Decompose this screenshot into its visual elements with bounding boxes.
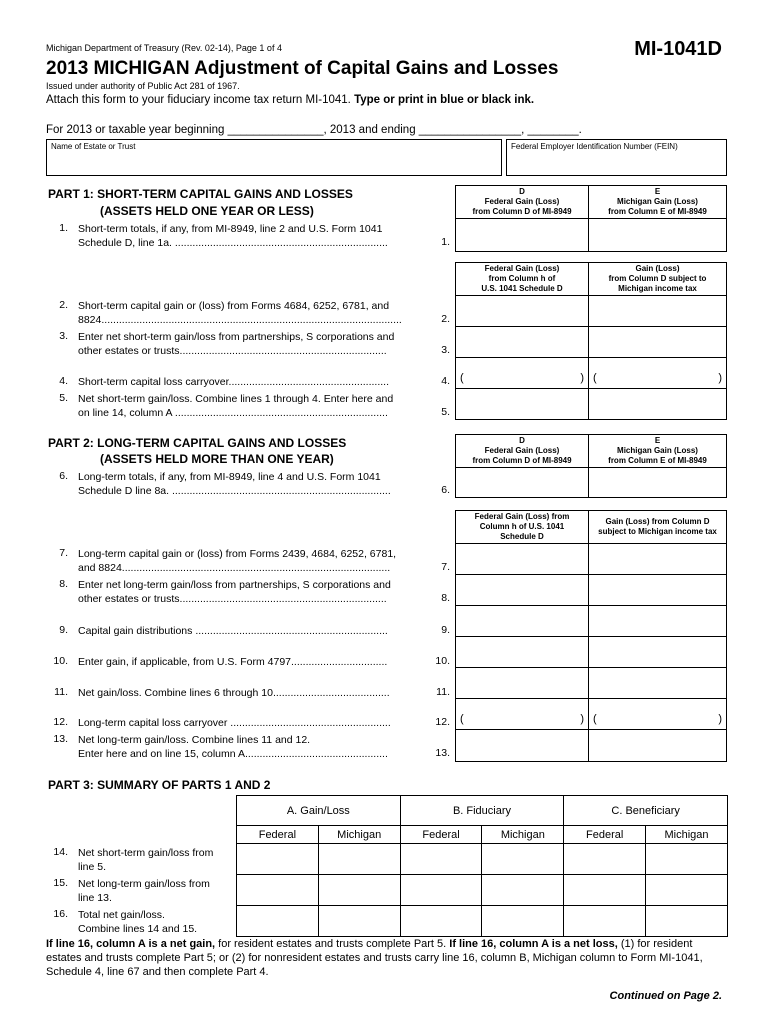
line6-number: 6. xyxy=(59,470,68,482)
line8-federal-input[interactable] xyxy=(455,574,589,606)
subhead-b-michigan: Michigan xyxy=(482,826,564,844)
subhead-a-federal: Federal xyxy=(237,826,319,844)
line1-text: Short-term totals, if any, from MI-8949, line 2 and U.S. Form 1041 Schedule D, line 1a. ......................................................................... xyxy=(78,223,388,249)
attach-bold: Type or print in blue or black ink. xyxy=(354,94,535,106)
subhead-b-federal: Federal xyxy=(400,826,482,844)
part1-subtitle: (ASSETS HELD ONE YEAR OR LESS) xyxy=(100,204,314,218)
line11-federal-input[interactable] xyxy=(455,667,589,699)
line14-b-michigan[interactable] xyxy=(482,844,564,875)
part2-subtitle: (ASSETS HELD MORE THAN ONE YEAR) xyxy=(100,452,334,466)
subhead-a-michigan: Michigan xyxy=(318,826,400,844)
line10-number: 10. xyxy=(53,655,68,667)
line15-number: 15. xyxy=(53,877,68,889)
line10-federal-input[interactable] xyxy=(455,636,589,668)
line1-col-e-input[interactable] xyxy=(588,218,727,252)
line15-text: Net long-term gain/loss from line 13. xyxy=(78,878,210,904)
line16-b-federal[interactable] xyxy=(400,906,482,937)
line5-federal-input[interactable] xyxy=(455,388,589,420)
line10-ref: 10. xyxy=(435,655,450,667)
part2-col-d-header: D Federal Gain (Loss) from Column D of MI-8949 xyxy=(455,434,589,468)
line11-text: Net gain/loss. Combine lines 6 through 10........................................ xyxy=(78,687,390,699)
line8-number: 8. xyxy=(59,578,68,590)
summary-table xyxy=(236,795,728,937)
footnote-gain-text: for resident estates and trusts complete Part 5. xyxy=(215,938,450,950)
line2-michigan-input[interactable] xyxy=(588,295,727,327)
line14-c-federal[interactable] xyxy=(564,844,646,875)
estate-name-label: Name of Estate or Trust xyxy=(51,142,136,151)
line11-michigan-input[interactable] xyxy=(588,667,727,699)
line15-c-michigan[interactable] xyxy=(646,875,728,906)
line13-federal-input[interactable] xyxy=(455,729,589,762)
line16-a-michigan[interactable] xyxy=(318,906,400,937)
line6-text: Long-term totals, if any, from MI-8949, line 4 and U.S. Form 1041 Schedule D line 8a. ........................................................................... xyxy=(78,471,391,497)
tax-year-line[interactable]: For 2013 or taxable year beginning _______________, 2013 and ending ________________, ________. xyxy=(46,124,582,136)
footnote-loss-text: (1) for resident estates and trusts complete Part 5; or (2) for nonresident estates and trusts carry line 16, column B, Michigan column to Form MI-1041, Schedule 4, line 67 and then complete Part 4. xyxy=(46,938,703,978)
line7-michigan-input[interactable] xyxy=(588,543,727,575)
line13-michigan-input[interactable] xyxy=(588,729,727,762)
line5-ref: 5. xyxy=(441,406,450,418)
fein-label: Federal Employer Identification Number (FEIN) xyxy=(511,142,678,151)
part1-col-mi-header: Gain (Loss) from Column D subject to Michigan income tax xyxy=(588,262,727,296)
line13-number: 13. xyxy=(53,733,68,745)
part1-title: PART 1: SHORT-TERM CAPITAL GAINS AND LOSSES xyxy=(48,187,353,201)
line14-b-federal[interactable] xyxy=(400,844,482,875)
line15-a-federal[interactable] xyxy=(237,875,319,906)
group-gain-loss: A. Gain/Loss xyxy=(237,796,401,826)
part1-col-e-header: E Michigan Gain (Loss) from Column E of MI-8949 xyxy=(588,185,727,219)
line4-federal-input[interactable]: ( ) xyxy=(455,357,589,389)
line16-c-federal[interactable] xyxy=(564,906,646,937)
line14-c-michigan[interactable] xyxy=(646,844,728,875)
line12-number: 12. xyxy=(53,716,68,728)
subhead-c-federal: Federal xyxy=(564,826,646,844)
line2-ref: 2. xyxy=(441,313,450,325)
line15-b-federal[interactable] xyxy=(400,875,482,906)
line3-ref: 3. xyxy=(441,344,450,356)
line14-a-federal[interactable] xyxy=(237,844,319,875)
part3-title: PART 3: SUMMARY OF PARTS 1 AND 2 xyxy=(48,778,271,792)
line3-text: Enter net short-term gain/loss from partnerships, S corporations and other estates or trusts....................................................................... xyxy=(78,331,395,357)
line11-ref: 11. xyxy=(436,686,450,698)
line7-federal-input[interactable] xyxy=(455,543,589,575)
line12-federal-input[interactable]: ( ) xyxy=(455,698,589,730)
line16-a-federal[interactable] xyxy=(237,906,319,937)
line4-number: 4. xyxy=(59,375,68,387)
line16-number: 16. xyxy=(53,908,68,920)
footnote-gain-bold: If line 16, column A is a net gain, xyxy=(46,938,216,950)
line7-text: Long-term capital gain or (loss) from Forms 2439, 4684, 6252, 6781, and 8824............................................................................................ xyxy=(78,548,397,574)
line6-ref: 6. xyxy=(441,484,450,496)
form-id: MI-1041D xyxy=(634,38,722,60)
form-title: 2013 MICHIGAN Adjustment of Capital Gains and Losses xyxy=(46,58,559,79)
line15-a-michigan[interactable] xyxy=(318,875,400,906)
part1-col-d-header: D Federal Gain (Loss) from Column D of MI-8949 xyxy=(455,185,589,219)
part2-col-h-header: Federal Gain (Loss) from Column h of U.S. 1041 Schedule D xyxy=(455,510,589,544)
line10-michigan-input[interactable] xyxy=(588,636,727,668)
attach-instruction xyxy=(46,94,534,106)
department-revision: Michigan Department of Treasury (Rev. 02-14), Page 1 of 4 xyxy=(46,43,282,53)
line9-michigan-input[interactable] xyxy=(588,605,727,637)
line11-number: 11. xyxy=(54,686,68,698)
line9-text: Capital gain distributions .................................................................. xyxy=(78,625,388,637)
line8-ref: 8. xyxy=(441,592,450,604)
line12-text: Long-term capital loss carryover ....................................................... xyxy=(78,717,391,729)
line12-ref: 12. xyxy=(435,716,450,728)
line3-number: 3. xyxy=(59,330,68,342)
line4-text: Short-term capital loss carryover....................................................... xyxy=(78,376,389,388)
line8-text: Enter net long-term gain/loss from partnerships, S corporations and other estates or trusts....................................................................... xyxy=(78,579,391,605)
line4-ref: 4. xyxy=(441,375,450,387)
instruction-footnote xyxy=(46,937,730,979)
line1-col-d-input[interactable] xyxy=(455,218,589,252)
part2-col-e-header: E Michigan Gain (Loss) from Column E of MI-8949 xyxy=(588,434,727,468)
line6-col-d-input[interactable] xyxy=(455,467,589,498)
part2-col-mi-header: Gain (Loss) from Column D subject to Michigan income tax xyxy=(588,510,727,544)
line6-col-e-input[interactable] xyxy=(588,467,727,498)
footnote-loss-bold: If line 16, column A is a net loss, xyxy=(449,938,618,950)
group-beneficiary: C. Beneficiary xyxy=(564,796,728,826)
line13-text: Net long-term gain/loss. Combine lines 11 and 12. Enter here and on line 15, column A................................................. xyxy=(78,734,388,760)
line7-ref: 7. xyxy=(441,561,450,573)
line12-michigan-input[interactable]: ( ) xyxy=(588,698,727,730)
line15-c-federal[interactable] xyxy=(564,875,646,906)
line14-a-michigan[interactable] xyxy=(318,844,400,875)
line2-number: 2. xyxy=(59,299,68,311)
line5-michigan-input[interactable] xyxy=(588,388,727,420)
line2-text: Short-term capital gain or (loss) from Forms 4684, 6252, 6781, and 8824....................................................................................................... xyxy=(78,300,402,326)
part2-title: PART 2: LONG-TERM CAPITAL GAINS AND LOSSES xyxy=(48,436,347,450)
part1-col-h-header: Federal Gain (Loss) from Column h of U.S. 1041 Schedule D xyxy=(455,262,589,296)
line9-number: 9. xyxy=(59,624,68,636)
line5-number: 5. xyxy=(59,392,68,404)
line14-number: 14. xyxy=(53,846,68,858)
line7-number: 7. xyxy=(59,547,68,559)
line8-michigan-input[interactable] xyxy=(588,574,727,606)
line13-ref: 13. xyxy=(435,747,450,759)
subhead-c-michigan: Michigan xyxy=(646,826,728,844)
line1-number: 1. xyxy=(59,222,68,234)
line9-ref: 9. xyxy=(441,624,450,636)
authority-note: Issued under authority of Public Act 281 of 1967. xyxy=(46,81,240,91)
line5-text: Net short-term gain/loss. Combine lines 1 through 4. Enter here and on line 14, column A ......................................................................... xyxy=(78,393,394,419)
line16-text: Total net gain/loss. Combine lines 14 and 15. xyxy=(78,909,198,935)
line1-ref: 1. xyxy=(441,236,450,248)
line16-c-michigan[interactable] xyxy=(646,906,728,937)
line2-federal-input[interactable] xyxy=(455,295,589,327)
line3-michigan-input[interactable] xyxy=(588,326,727,358)
line14-text: Net short-term gain/loss from line 5. xyxy=(78,847,214,873)
group-fiduciary: B. Fiduciary xyxy=(400,796,564,826)
attach-plain: Attach this form to your fiduciary income tax return MI-1041. xyxy=(46,94,355,106)
line3-federal-input[interactable] xyxy=(455,326,589,358)
estate-name-field[interactable] xyxy=(46,139,502,176)
continued-note: Continued on Page 2. xyxy=(609,990,722,1002)
line9-federal-input[interactable] xyxy=(455,605,589,637)
line15-b-michigan[interactable] xyxy=(482,875,564,906)
line4-michigan-input[interactable]: ( ) xyxy=(588,357,727,389)
line10-text: Enter gain, if applicable, from U.S. Form 4797................................. xyxy=(78,656,388,668)
fein-field[interactable] xyxy=(506,139,727,176)
line16-b-michigan[interactable] xyxy=(482,906,564,937)
